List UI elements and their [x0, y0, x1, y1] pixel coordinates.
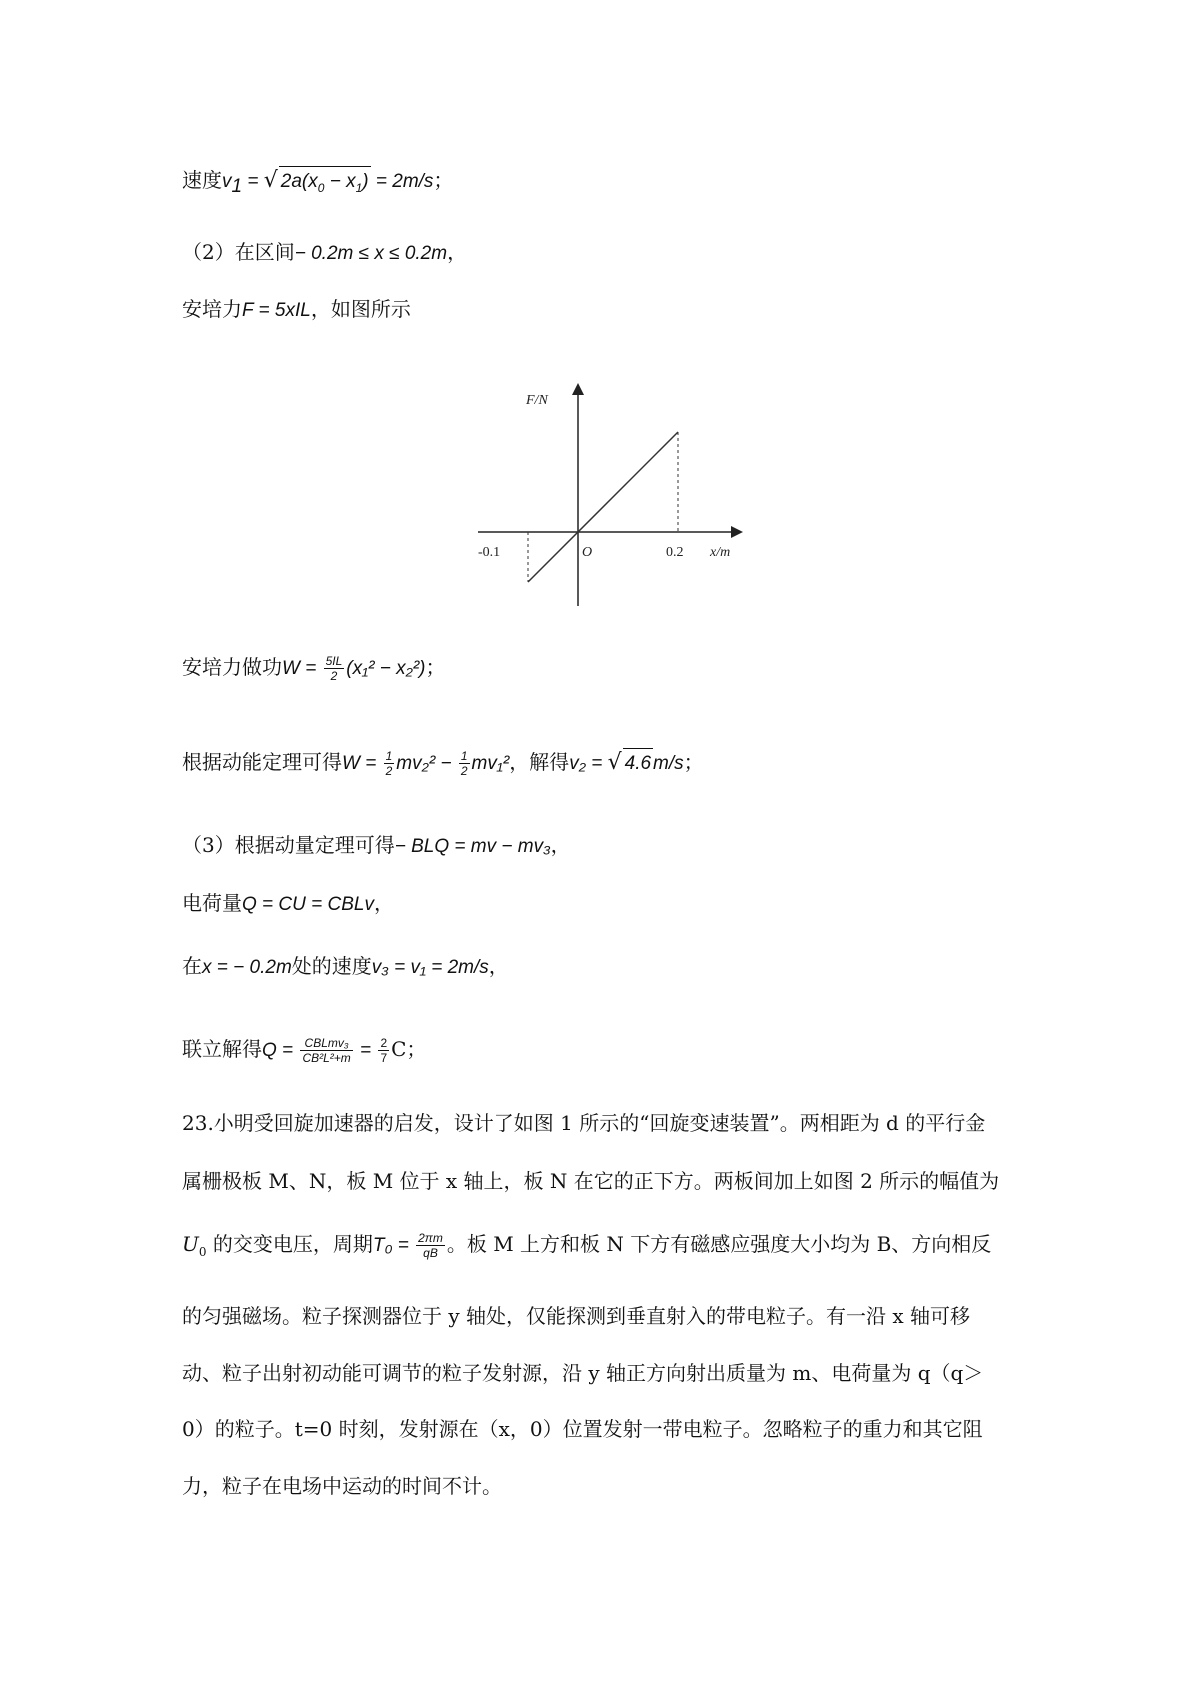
solve-prefix: 联立解得: [182, 1037, 262, 1061]
ke-half1-num: 1: [385, 749, 393, 763]
v1-root-a: 2a(x: [280, 171, 318, 192]
force-line: [182, 294, 411, 326]
ke-v2-unit: m/s: [653, 753, 684, 774]
ke-half2-num: 1: [460, 749, 468, 763]
q23-u-sub: 0: [198, 1245, 207, 1259]
q23-line-4: 的匀强磁场。粒子探测器位于 y 轴处，仅能探测到垂直射入的带电粒子。有一沿 x 轴可移: [182, 1304, 971, 1328]
solve-eq: =: [354, 1040, 377, 1061]
q23-line-3: [182, 1228, 1022, 1260]
q23-line-6: 0）的粒子。t=0 时刻，发射源在（x，0）位置发射一带电粒子。忽略粒子的重力和其它阻: [182, 1417, 983, 1441]
series-line: [528, 432, 678, 582]
part3-line: [182, 830, 571, 862]
v1-line: [182, 165, 453, 203]
solve-frac-den: CB²L²+m: [302, 1051, 351, 1065]
charge-prefix: 电荷量: [182, 891, 242, 915]
charge-end: ，: [374, 891, 394, 915]
q23-frac-den: qB: [423, 1246, 438, 1260]
radical-sign-icon: √: [607, 750, 622, 775]
part2-prefix: （2）在区间: [182, 240, 295, 264]
ke-mid: ，解得: [509, 750, 570, 774]
work-frac-num: 5IL: [325, 654, 343, 668]
q23-line-2: 属栅极板 M、N，板 M 位于 x 轴上，板 N 在它的正下方。两板间加上如图 2 所示的幅值为: [182, 1169, 1000, 1193]
solve-line: [182, 1034, 426, 1066]
charge-line: [182, 888, 394, 920]
ke-end: ；: [683, 750, 704, 774]
part2-line: [182, 237, 467, 269]
ke-term1: mv₂² −: [396, 753, 457, 774]
v3-line: [182, 951, 509, 983]
q23-period-fraction: [416, 1231, 445, 1260]
v1-result: = 2m/s: [370, 171, 434, 192]
v3-prefix: 在: [182, 954, 202, 978]
part2-end: ，: [447, 240, 468, 264]
force-prefix: 安培力: [182, 297, 242, 321]
work-line: [182, 652, 445, 684]
v1-end: ；: [433, 168, 454, 192]
work-frac-den: 2: [330, 669, 338, 683]
charge-formula: Q = CU = CBLv: [242, 894, 374, 915]
q23-line-5: 动、粒子出射初动能可调节的粒子发射源，沿 y 轴正方向射出质量为 m、电荷量为 q（q＞: [182, 1361, 984, 1385]
v1-lhs: v: [222, 171, 232, 192]
solve-value-fraction: [378, 1036, 389, 1065]
v1-root-sub0: 0: [317, 180, 325, 195]
part3-end: ，: [550, 833, 571, 857]
ke-half-2: [459, 749, 470, 778]
q23-line3-c: 。板 M 上方和板 N 下方有磁感应强度大小均为 B、方向相反: [446, 1232, 992, 1256]
q23-line-1: 23.小明受回旋加速器的启发，设计了如图 1 所示的“回旋变速装置”。两相距为 d 的平行金: [182, 1111, 986, 1135]
v1-root-end: ): [362, 171, 369, 192]
force-end: ，如图所示: [310, 297, 411, 321]
radical-sign-icon: √: [263, 168, 278, 193]
force-position-graph: [478, 380, 758, 610]
v1-radicand: [279, 166, 371, 203]
ke-half-1: [384, 749, 395, 778]
v1-eq: =: [242, 171, 264, 192]
ke-half2-den: 2: [460, 764, 468, 778]
ke-v2-lhs: v₂ =: [569, 753, 608, 774]
x-tick-pos: 0.2: [666, 545, 684, 560]
work-end: ；: [425, 655, 446, 679]
solve-val-num: 2: [380, 1036, 388, 1050]
v1-root-sub1: 1: [355, 180, 363, 195]
ke-lhs: W =: [342, 753, 382, 774]
q23-period-lhs: T₀ =: [372, 1235, 415, 1256]
q23-frac-num: 2πm: [418, 1231, 443, 1245]
x-axis-label: x/m: [710, 545, 731, 560]
work-prefix: 安培力做功: [182, 655, 282, 679]
q23-u: U: [182, 1232, 199, 1256]
solve-unit: C；: [391, 1037, 427, 1061]
v3-end: ，: [488, 954, 509, 978]
part2-interval: − 0.2m ≤ x ≤ 0.2m: [294, 243, 448, 264]
work-lhs: W =: [282, 658, 322, 679]
work-fraction: [324, 654, 345, 683]
q23-line3-b: 的交变电压，周期: [206, 1232, 373, 1256]
ke-v2-root: 4.6: [623, 748, 653, 779]
v1-sub: 1: [231, 176, 243, 197]
ke-half1-den: 2: [385, 764, 393, 778]
ke-line: [182, 747, 704, 779]
v1-root-mid: − x: [324, 171, 356, 192]
origin-label: O: [582, 545, 593, 560]
v3-mid: 处的速度: [291, 954, 372, 978]
ke-term2: mv₁²: [471, 753, 510, 774]
part3-formula: − BLQ = mv − mv₃: [394, 836, 551, 857]
v1-prefix: 速度: [182, 168, 222, 192]
solve-fraction: [300, 1036, 352, 1065]
y-axis-label: F/N: [526, 393, 548, 408]
solve-val-den: 7: [380, 1051, 388, 1065]
v3-formula: v₃ = v₁ = 2m/s: [371, 957, 489, 978]
force-formula: F = 5xIL: [242, 300, 311, 321]
v3-pos: x = − 0.2m: [202, 957, 292, 978]
part3-prefix: （3）根据动量定理可得: [182, 833, 395, 857]
q23-line-7: 力，粒子在电场中运动的时间不计。: [182, 1474, 502, 1498]
solve-lhs: Q =: [262, 1040, 299, 1061]
x-tick-neg: -0.1: [478, 545, 501, 560]
ke-prefix: 根据动能定理可得: [182, 750, 342, 774]
solve-frac-num: CBLmv₃: [300, 1036, 352, 1051]
work-rhs: (x₁² − x₂²): [346, 658, 426, 679]
